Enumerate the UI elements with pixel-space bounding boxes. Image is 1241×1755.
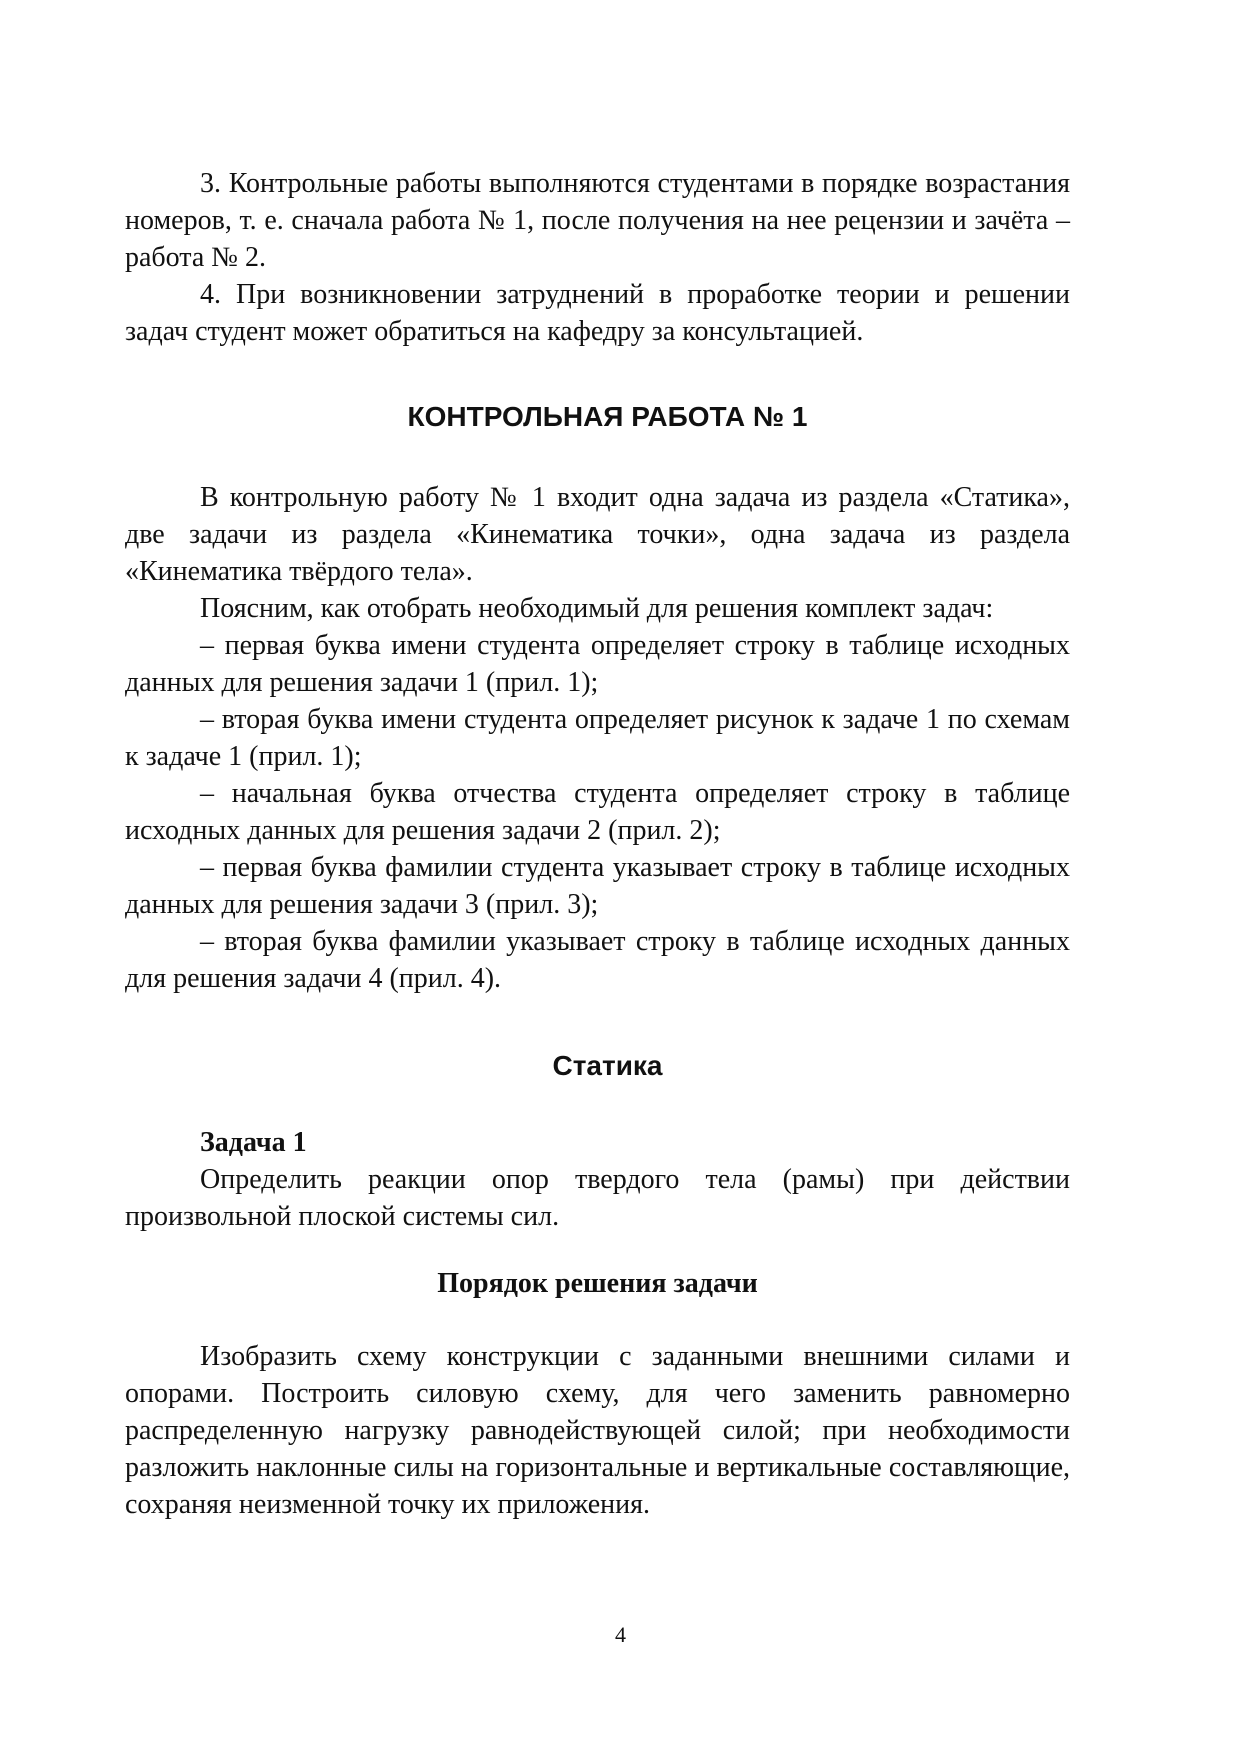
section-title-statics: Статика	[552, 1050, 663, 1081]
list-item: – первая буква фамилии студента указывает строку в таблице исходных данных для решения задачи 3 (прил. 3);	[125, 852, 1070, 920]
control-work-paragraph-1: В контрольную работу № 1 входит одна задача из раздела «Статика», две задачи из раздела «Кинематика точки», одна задача из раздела «Кинематика твёрдого тела».	[125, 482, 1070, 587]
list-item: – вторая буква имени студента определяет рисунок к задаче 1 по схемам к задаче 1 (прил. 1);	[125, 704, 1070, 772]
intro-item-4: 4. При возникновении затруднений в проработке теории и решении задач студент может обратиться на кафедру за консультацией.	[125, 279, 1070, 347]
task-label: Задача 1	[200, 1127, 307, 1158]
list-item: – вторая буква фамилии указывает строку в таблице исходных данных для решения задачи 4 (прил. 4).	[125, 926, 1070, 994]
intro-item-3: 3. Контрольные работы выполняются студентами в порядке возрастания номеров, т. е. сначала работа № 1, после получения на нее рецензии и зачёта – работа № 2.	[125, 168, 1070, 273]
list-item: – начальная буква отчества студента определяет строку в таблице исходных данных для решения задачи 2 (прил. 2);	[125, 778, 1070, 846]
section-title-control-work: КОНТРОЛЬНАЯ РАБОТА № 1	[407, 401, 808, 432]
task-description: Определить реакции опор твердого тела (рамы) при действии произвольной плоской системы сил.	[125, 1164, 1070, 1232]
page-number: 4	[615, 1622, 626, 1647]
list-item: – первая буква имени студента определяет строку в таблице исходных данных для решения задачи 1 (прил. 1);	[125, 630, 1070, 698]
document-page	[125, 165, 1070, 1523]
procedure-text: Изобразить схему конструкции с заданными внешними силами и опорами. Построить силовую схему, для чего заменить равномерно распределенную нагрузку равнодействующей силой; при необходимости разложить наклонные силы на горизонтальные и вертикальные составляющие, сохраняя неизменной точку их приложения.	[125, 1341, 1070, 1520]
procedure-title: Порядок решения задачи	[437, 1268, 758, 1299]
control-work-paragraph-2: Поясним, как отобрать необходимый для решения комплект задач:	[200, 593, 994, 624]
